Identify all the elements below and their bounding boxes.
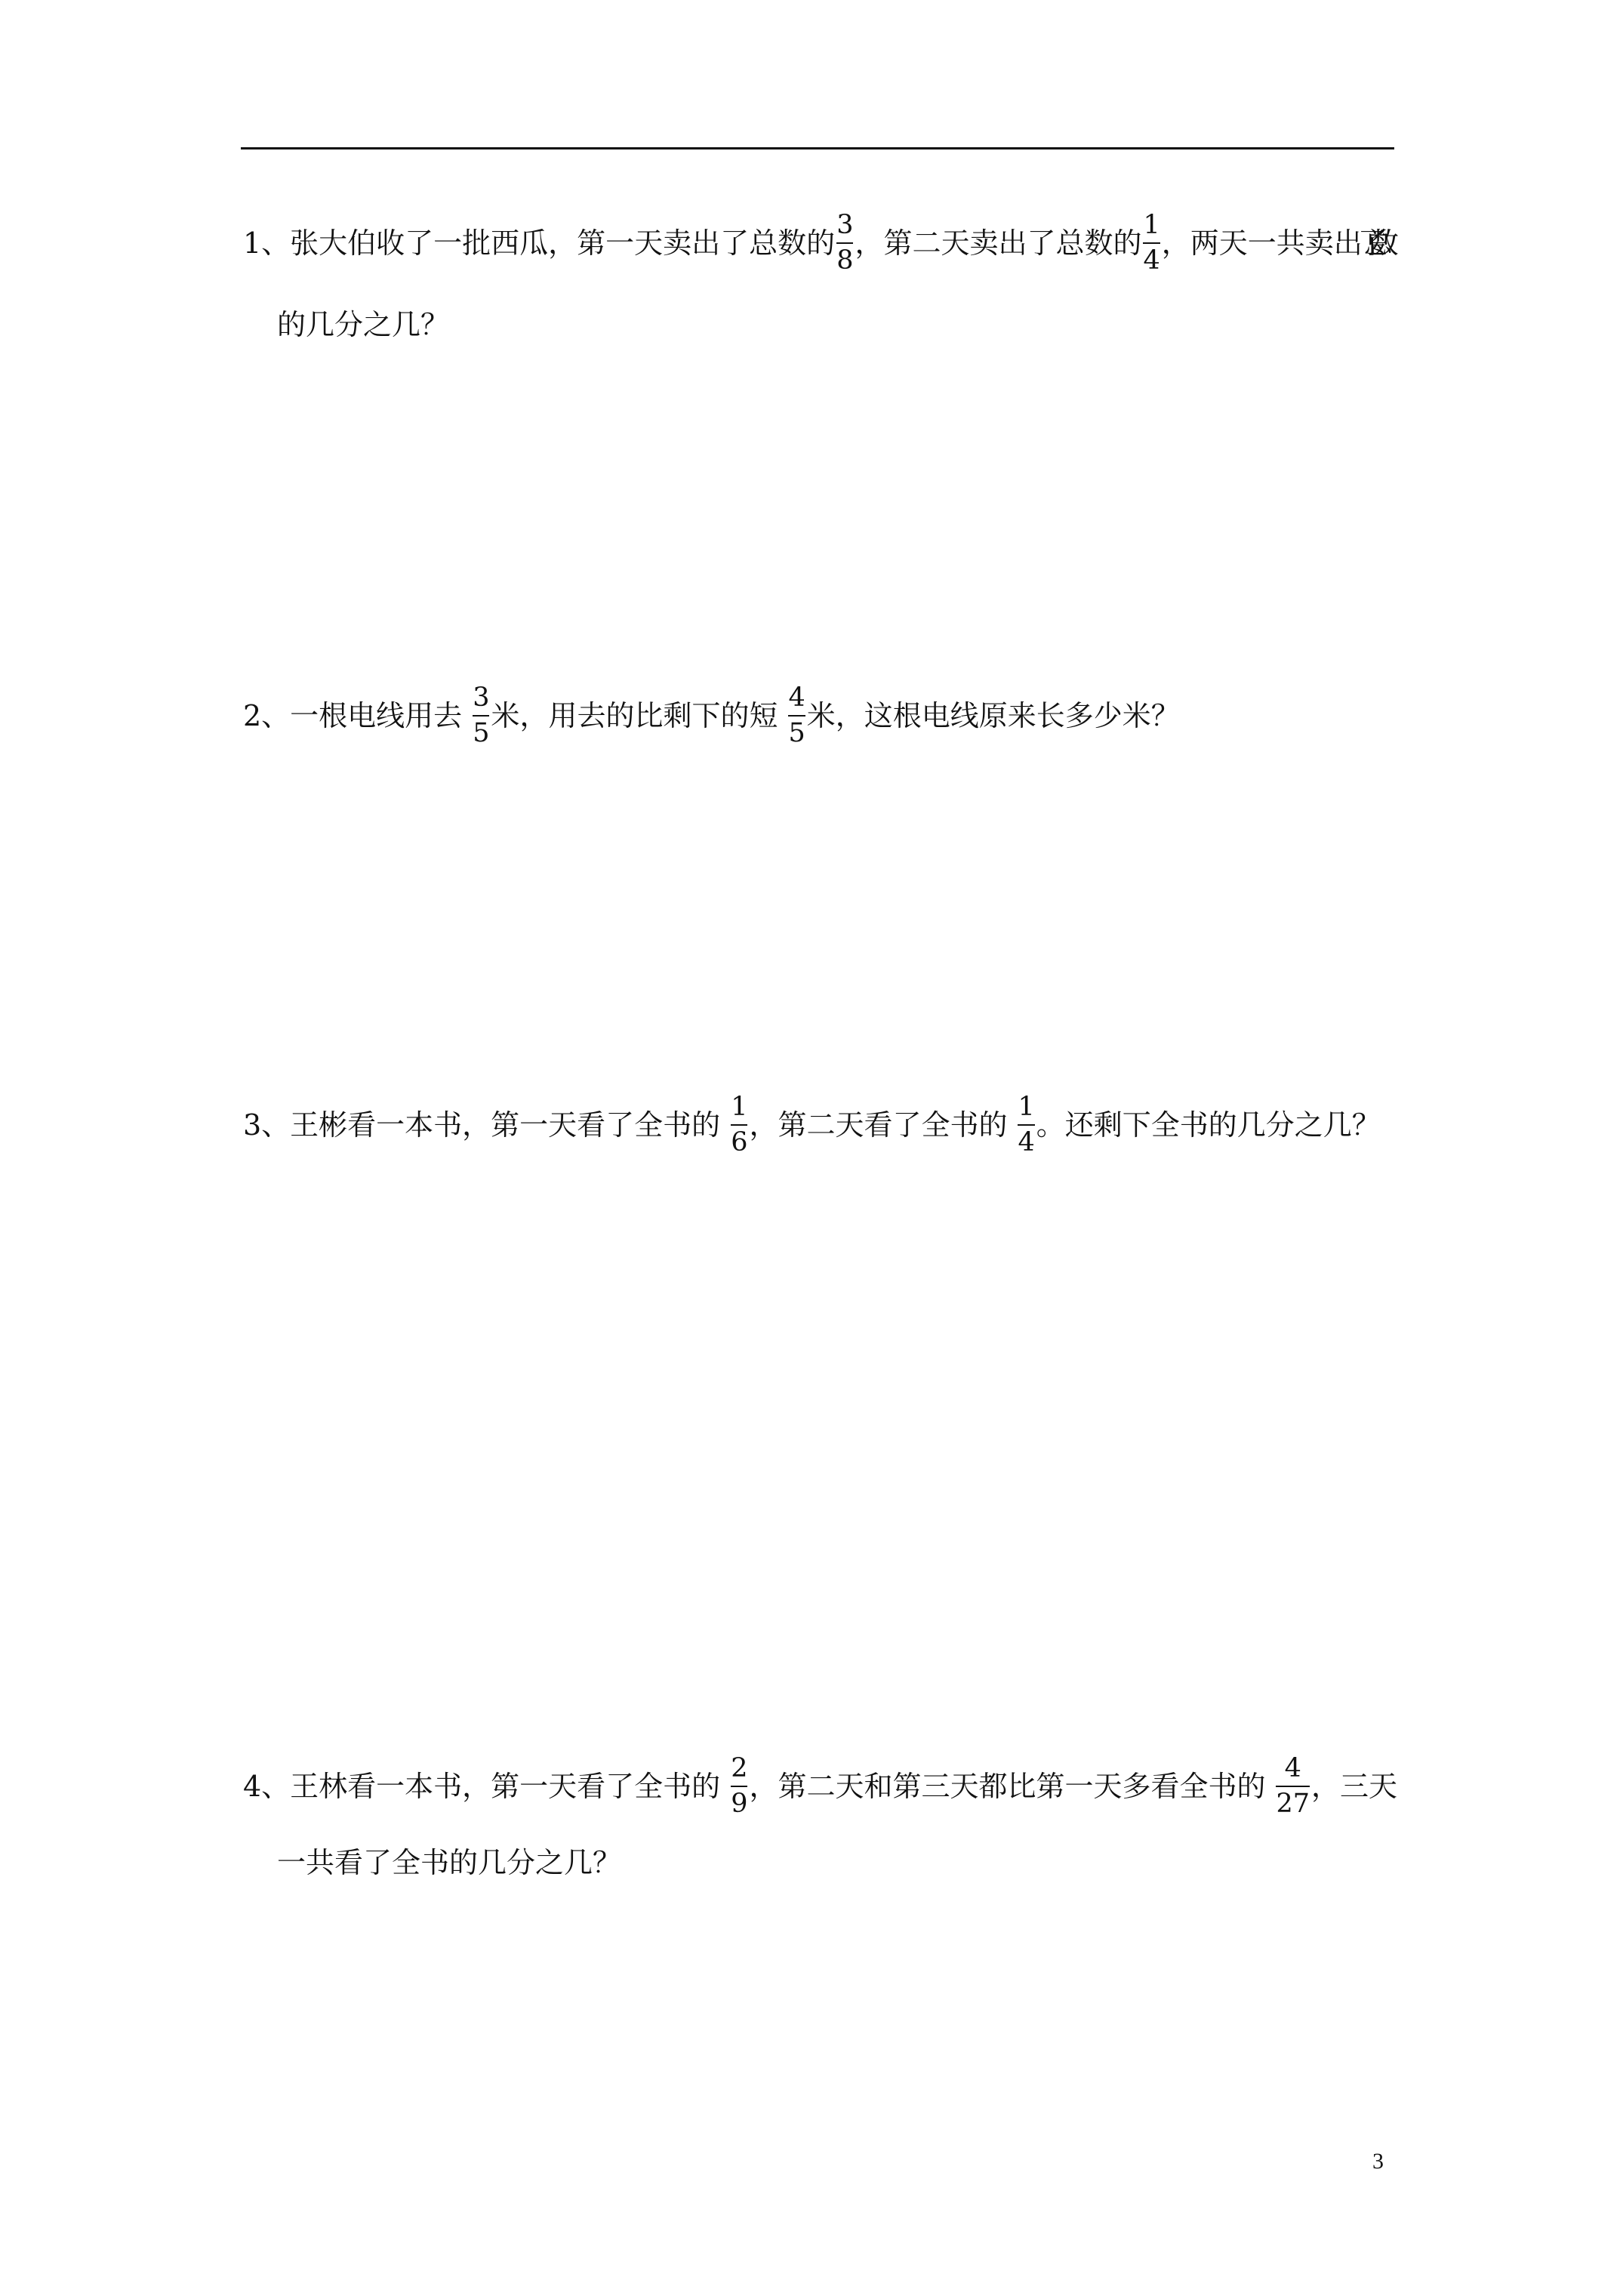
fraction-denominator: 4 xyxy=(1143,245,1160,276)
fraction-numerator: 1 xyxy=(1018,1092,1035,1122)
fraction-numerator: 4 xyxy=(788,683,805,713)
question-1-text-c: ，两天一共卖出 xyxy=(1161,227,1363,260)
question-1-overlapped-text: 了总数 xyxy=(1357,227,1376,260)
question-1-fraction-1 xyxy=(836,212,853,274)
fraction-denominator: 5 xyxy=(788,718,805,748)
question-3-text-a: 3、王彬看一本书，第一天看了全书的 xyxy=(243,1108,721,1142)
question-4-text-b: ，第二天和第三天都比第一天多看全书的 xyxy=(749,1770,1266,1803)
question-4-fraction-2 xyxy=(1276,1755,1310,1817)
fraction-denominator: 9 xyxy=(731,1789,748,1819)
question-3-fraction-2 xyxy=(1018,1094,1034,1156)
fraction-numerator: 2 xyxy=(731,1753,748,1783)
question-1-text-line2: 的几分之几？ xyxy=(277,308,450,341)
fraction-numerator: 1 xyxy=(731,1092,748,1122)
question-4-line-1 xyxy=(243,1749,1397,1824)
question-3-line-1 xyxy=(243,1087,1381,1163)
question-2-fraction-2 xyxy=(788,685,805,747)
fraction-numerator: 1 xyxy=(1143,210,1160,240)
question-3-text-b: ，第二天看了全书的 xyxy=(749,1108,1008,1142)
header-rule xyxy=(241,147,1394,149)
fraction-denominator: 8 xyxy=(836,245,854,276)
question-2-text-b: 米，用去的比剩下的短 xyxy=(491,699,778,732)
question-4-line-2 xyxy=(277,1825,621,1900)
question-4-text-c: ，三天 xyxy=(1311,1770,1398,1803)
fraction-numerator: 4 xyxy=(1284,1753,1301,1783)
question-1-text-b: ，第二天卖出了总数的 xyxy=(855,227,1142,260)
question-3-fraction-1 xyxy=(731,1094,747,1156)
question-4-text-line2: 一共看了全书的几分之几？ xyxy=(277,1846,622,1879)
question-4-text-a: 4、王林看一本书，第一天看了全书的 xyxy=(243,1770,721,1803)
page-number: 3 xyxy=(1372,2149,1384,2174)
question-2-fraction-1 xyxy=(473,685,489,747)
question-4-fraction-1 xyxy=(731,1755,747,1817)
question-1-text-a: 1、张大伯收了一批西瓜，第一天卖出了总数的 xyxy=(243,227,836,260)
fraction-denominator: 6 xyxy=(731,1127,748,1157)
question-1-line-2 xyxy=(277,287,449,362)
fraction-denominator: 27 xyxy=(1276,1789,1310,1819)
question-2-line-1 xyxy=(243,678,1180,754)
question-1-line-1 xyxy=(243,205,1376,281)
question-2-text-a: 2、一根电线用去 xyxy=(243,699,463,732)
question-1-fraction-2 xyxy=(1143,212,1160,274)
fraction-numerator: 3 xyxy=(836,210,854,240)
fraction-numerator: 3 xyxy=(473,683,490,713)
question-3-text-c: 。还剩下全书的几分之几？ xyxy=(1036,1108,1381,1142)
question-2-text-c: 米，这根电线原来长多少米？ xyxy=(806,699,1180,732)
fraction-denominator: 4 xyxy=(1018,1127,1035,1157)
fraction-denominator: 5 xyxy=(473,718,490,748)
